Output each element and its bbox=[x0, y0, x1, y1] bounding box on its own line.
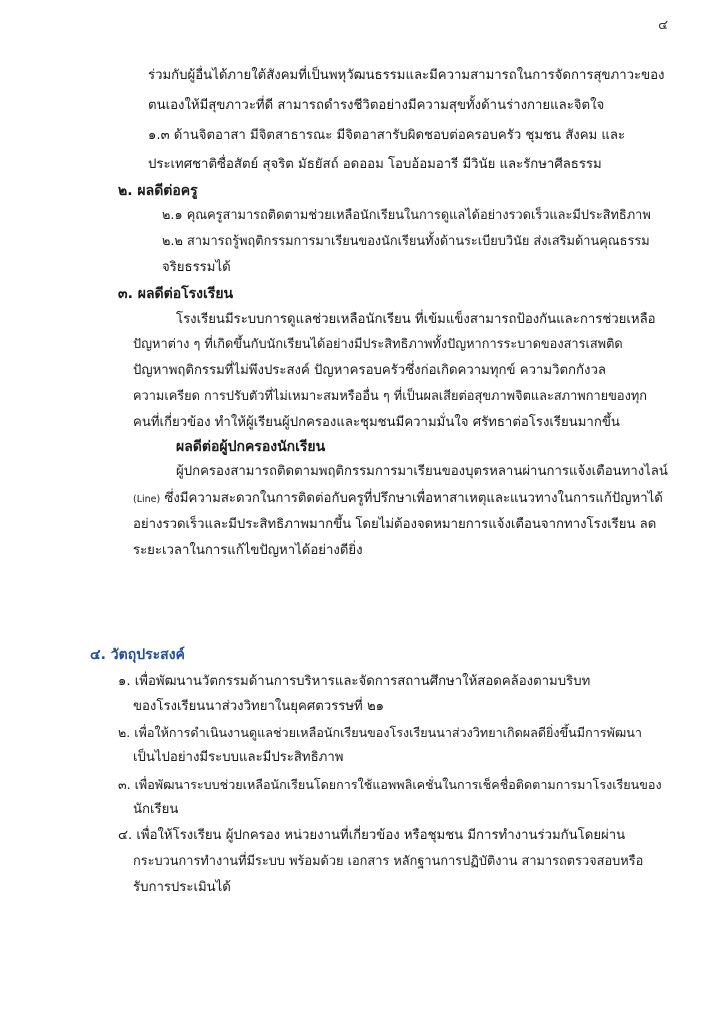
objective-item-2-line2: เป็นไปอย่างมีระบบและมีประสิทธิภาพ bbox=[133, 750, 344, 765]
teacher-heading-number: ๒. bbox=[118, 183, 133, 199]
objective-item-1-line1: ๑. เพื่อพัฒนานวัตกรรมด้านการบริหารและจัดการสถานศึกษาให้สอดคล้องตามบริบท bbox=[118, 674, 591, 689]
objective-item-3-line2: นักเรียน bbox=[133, 802, 179, 817]
school-heading bbox=[118, 284, 233, 304]
objective-item-4-line1: ๔. เพื่อให้โรงเรียน ผู้ปกครอง หน่วยงานที่เกี่ยวข้อง หรือชุมชน มีการทำงานร่วมกันโดยผ่าน bbox=[118, 828, 626, 843]
teacher-line2: ๒.๒ สามารถรู้พฤติกรรมการมาเรียนของนักเรียนทั้งด้านระเบียบวินัย ส่งเสริมด้านคุณธรรม bbox=[162, 234, 650, 249]
school-line3: ปัญหาพฤติกรรมที่ไม่พึงประสงค์ ปัญหาครอบครัวซึ่งก่อเกิดความทุกข์ ความวิตกกังวล bbox=[133, 363, 606, 378]
school-line4: ความเครียด การปรับตัวที่ไม่เหมาะสมหรืออื่น ๆ ที่เป็นผลเสียต่อสุขภาพจิตและสภาพกายของทุก bbox=[133, 389, 648, 404]
teacher-heading bbox=[118, 181, 198, 201]
objective-item-3-line1: ๓. เพื่อพัฒนาระบบช่วยเหลือนักเรียนโดยการใช้แอพพลิเคชั่นในการเช็คชื่อติดตามการมาโรงเรียนของ bbox=[118, 777, 662, 792]
school-line5: คนที่เกี่ยวข้อง ทำให้ผู้เรียนผู้ปกครองและชุมชนมีความมั่นใจ ศรัทธาต่อโรงเรียนมากขึ้น bbox=[133, 415, 620, 430]
school-heading-number: ๓. bbox=[118, 286, 133, 302]
objective-item-4-line2: กระบวนการทำงานที่มีระบบ พร้อมด้วย เอกสาร หลักฐานการปฏิบัติงาน สามารถตรวจสอบหรือ bbox=[133, 854, 644, 869]
parents-line4: ระยะเวลาในการแก้ไขปัญหาได้อย่างดียิ่ง bbox=[133, 543, 363, 558]
section1-line4: ประเทศชาติซื่อสัตย์ สุจริต มัธยัสถ์ อดออม โอบอ้อมอารี มีวินัย และรักษาศีลธรรม bbox=[148, 157, 602, 172]
teacher-line3: จริยธรรมได้ bbox=[162, 260, 231, 275]
parents-line2-text: ซึ่งมีความสะดวกในการติดต่อกับครูที่ปรึกษาเพื่อหาสาเหตุและแนวทางในการแก้ปัญหาได้ bbox=[164, 491, 663, 506]
school-line1: โรงเรียนมีระบบการดูแลช่วยเหลือนักเรียน ที่เข้มแข็งสามารถป้องกันและการช่วยเหลือ bbox=[176, 312, 656, 327]
objectives-heading: ๔. วัตถุประสงค์ bbox=[90, 647, 185, 663]
objective-item-1-line2: ของโรงเรียนนาส่วงวิทยาในยุคศตวรรษที่ ๒๑ bbox=[133, 699, 385, 714]
parents-line1: ผู้ปกครองสามารถติดตามพฤติกรรมการมาเรียนของบุตรหลานผ่านการแจ้งเตือนทางไลน์ bbox=[176, 464, 668, 479]
section1-line1: ร่วมกับผู้อื่นได้ภายใต้สังคมที่เป็นพหุวัฒนธรรมและมีความสามารถในการจัดการสุขภาวะของ bbox=[148, 68, 665, 83]
parents-line-prefix: (Line) bbox=[133, 494, 161, 505]
school-line2: ปัญหาต่าง ๆ ที่เกิดขึ้นกับนักเรียนได้อย่างมีประสิทธิภาพทั้งปัญหาการระบาดของสารเสพติด bbox=[133, 337, 623, 352]
teacher-line1: ๒.๑ คุณครูสามารถติดตามช่วยเหลือนักเรียนในการดูแลได้อย่างรวดเร็วและมีประสิทธิภาพ bbox=[162, 208, 651, 223]
parents-line3: อย่างรวดเร็วและมีประสิทธิภาพมากขึ้น โดยไม่ต้องจดหมายการแจ้งเตือนจากทางโรงเรียน ลด bbox=[133, 517, 657, 532]
section1-line2: ตนเองให้มีสุขภาวะที่ดี สามารถดำรงชีวิตอย่างมีความสุขทั้งด้านร่างกายและจิตใจ bbox=[148, 98, 605, 113]
parents-line2 bbox=[133, 489, 663, 510]
objective-item-2-line1: ๒. เพื่อให้การดำเนินงานดูแลช่วยเหลือนักเรียนของโรงเรียนนาส่วงวิทยาเกิดผลดียิ่งขึ้นมีการพัฒนา bbox=[118, 725, 642, 740]
section1-line3: ๑.๓ ด้านจิตอาสา มีจิตสาธารณะ มีจิตอาสารับผิดชอบต่อครอบครัว ชุมชน สังคม และ bbox=[148, 128, 626, 143]
parents-heading: ผลดีต่อผู้ปกครองนักเรียน bbox=[176, 439, 326, 455]
teacher-heading-title: ผลดีต่อครู bbox=[137, 183, 198, 199]
page-number: ๔ bbox=[658, 18, 668, 33]
school-heading-title: ผลดีต่อโรงเรียน bbox=[137, 286, 234, 302]
objective-item-4-line3: รับการประเมินได้ bbox=[133, 880, 231, 895]
